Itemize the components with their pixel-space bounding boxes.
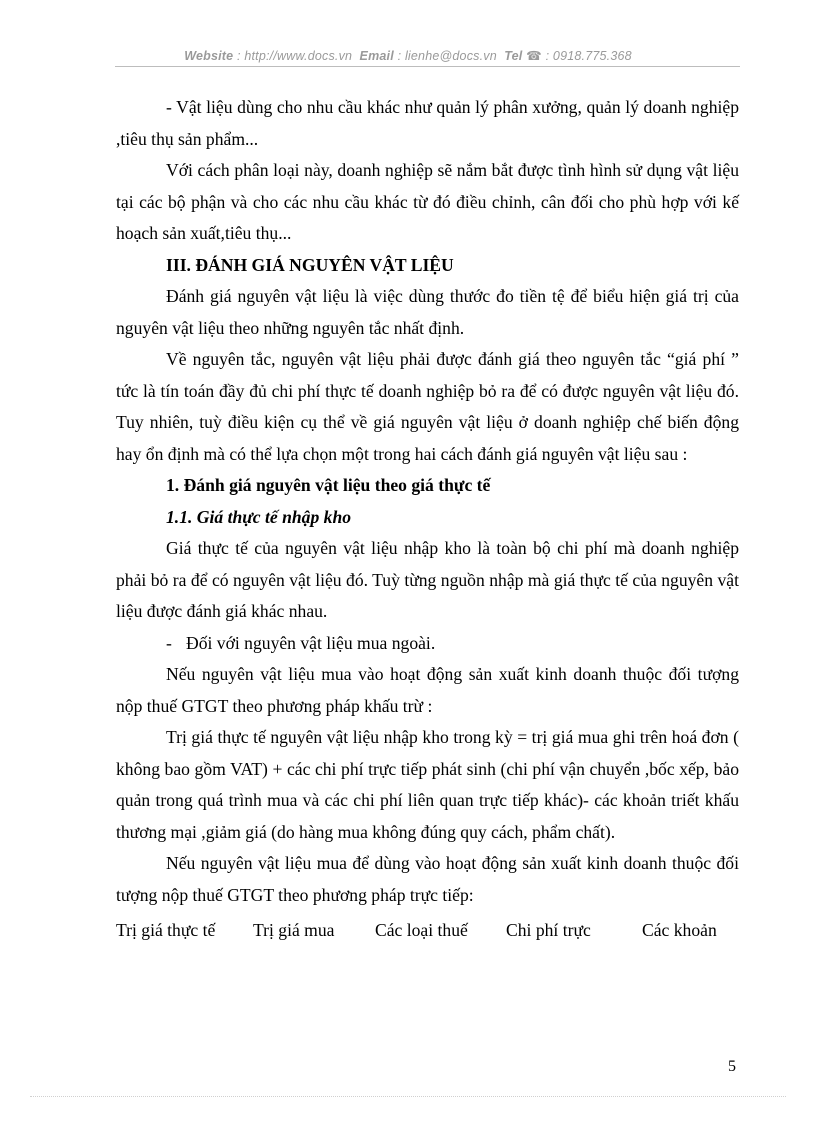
formula-term: Các loại thuế bbox=[375, 920, 468, 940]
formula-term: Các khoản bbox=[642, 920, 717, 940]
paragraph-4: Về nguyên tắc, nguyên vật liệu phải được đánh giá theo nguyên tắc “giá phí ” tức là tín toán đầy đủ chi phí thực tế doanh nghiệp bỏ ra để có được nguyên vật liệu đó. Tuy nhiên, tuỳ điều kiện cụ thể về giá nguyên vật liệu ở doanh nghiệp chế biến động hay ổn định mà có thể lựa chọn một trong hai cách đánh giá nguyên vật liệu sau : bbox=[116, 349, 739, 464]
formula-term: Trị giá mua bbox=[253, 920, 335, 940]
paragraph-7: Trị giá thực tế nguyên vật liệu nhập kho trong kỳ = trị giá mua ghi trên hoá đơn ( không bao gồm VAT) + các chi phí trực tiếp phát sinh (chi phí vận chuyển ,bốc xếp, bảo quản trong quá trình mua và các chi phí liên quan trực tiếp khác)- các khoản triết khấu thương mại ,giảm giá (do hàng mua không đúng quy cách, phẩm chất). bbox=[116, 727, 739, 842]
section-heading: III. ĐÁNH GIÁ NGUYÊN VẬT LIỆU bbox=[166, 254, 454, 275]
paragraph-6: Nếu nguyên vật liệu mua vào hoạt động sản xuất kinh doanh thuộc đối tượng nộp thuế GTGT theo phương pháp khấu trừ : bbox=[116, 664, 739, 716]
email-label: Email bbox=[359, 49, 394, 63]
formula-term: Trị giá thực tế bbox=[116, 920, 216, 940]
paragraph-8: Nếu nguyên vật liệu mua để dùng vào hoạt động sản xuất kinh doanh thuộc đối tượng nộp thuế GTGT theo phương pháp trực tiếp: bbox=[116, 853, 739, 905]
dash-list-text: Đối với nguyên vật liệu mua ngoài. bbox=[186, 632, 436, 653]
header-divider bbox=[115, 66, 740, 67]
page-number: 5 bbox=[728, 1058, 736, 1075]
formula-term: Chi phí trực bbox=[506, 920, 591, 940]
dash-bullet: - bbox=[166, 632, 172, 653]
paragraph-1: - Vật liệu dùng cho nhu cầu khác như quản lý phân xưởng, quản lý doanh nghiệp ,tiêu thụ sản phẩm... bbox=[116, 97, 739, 149]
document-body bbox=[116, 92, 739, 947]
dash-list-item bbox=[116, 628, 739, 660]
page-header bbox=[0, 48, 816, 63]
formula-row bbox=[116, 915, 739, 947]
paragraph-5: Giá thực tế của nguyên vật liệu nhập kho là toàn bộ chi phí mà doanh nghiệp phải bỏ ra để có nguyên vật liệu đó. Tuỳ từng nguồn nhập mà giá thực tế của nguyên vật liệu được đánh giá khác nhau. bbox=[116, 538, 739, 621]
footer-divider bbox=[30, 1096, 786, 1097]
paragraph-2: Với cách phân loại này, doanh nghiệp sẽ nắm bắt được tình hình sử dụng vật liệu tại các bộ phận và cho các nhu cầu khác từ đó điều chỉnh, cân đối cho phù hợp với kế hoạch sản xuất,tiêu thụ... bbox=[116, 160, 739, 243]
subsection-heading: 1. Đánh giá nguyên vật liệu theo giá thực tế bbox=[166, 475, 491, 495]
tel-label: Tel bbox=[504, 49, 523, 63]
paragraph-3: Đánh giá nguyên vật liệu là việc dùng thước đo tiền tệ để biểu hiện giá trị của nguyên vật liệu theo những nguyên tắc nhất định. bbox=[116, 286, 739, 338]
website-label: Website bbox=[184, 49, 234, 63]
website-value: : http://www.docs.vn bbox=[237, 49, 353, 63]
tel-value: ☎ : 0918.775.368 bbox=[526, 49, 632, 63]
sub-subsection-heading: 1.1. Giá thực tế nhập kho bbox=[166, 506, 352, 527]
email-value: : lienhe@docs.vn bbox=[397, 49, 497, 63]
